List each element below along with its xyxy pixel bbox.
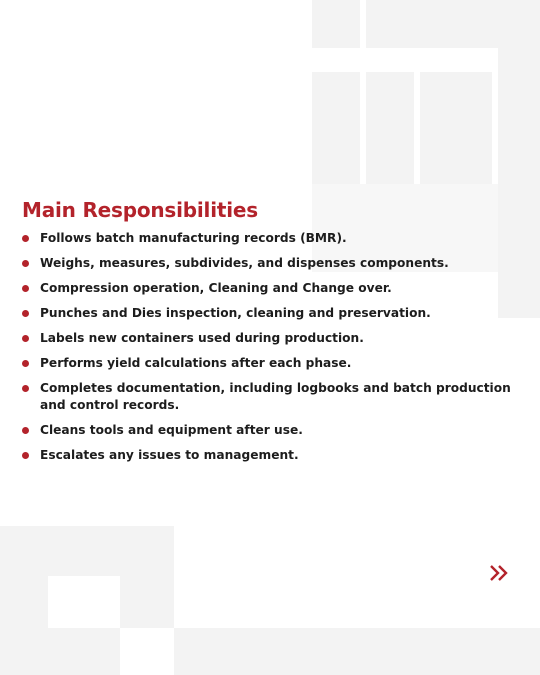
decor-block: [0, 576, 48, 675]
decor-block: [366, 0, 540, 48]
list-item-text: Performs yield calculations after each phase.: [40, 356, 352, 370]
bullet-icon: [22, 385, 29, 392]
responsibilities-section: [22, 198, 532, 472]
decor-block: [312, 72, 360, 184]
section-title: Main Responsibilities: [22, 198, 258, 222]
list-item-text: Follows batch manufacturing records (BMR).: [40, 231, 347, 245]
list-item: [22, 280, 532, 297]
bullet-icon: [22, 260, 29, 267]
bullet-icon: [22, 360, 29, 367]
list-item: [22, 330, 532, 347]
responsibilities-list: [22, 230, 532, 463]
list-item: [22, 380, 532, 413]
decor-block: [0, 526, 174, 576]
decor-block: [48, 628, 120, 675]
list-item: [22, 422, 532, 439]
list-item-text: Completes documentation, including logbooks and batch production and control records.: [40, 381, 511, 412]
bullet-icon: [22, 235, 29, 242]
decor-block: [366, 72, 414, 184]
list-item-text: Compression operation, Cleaning and Change over.: [40, 281, 392, 295]
list-item: [22, 305, 532, 322]
bullet-icon: [22, 452, 29, 459]
list-item-text: Escalates any issues to management.: [40, 447, 299, 462]
decor-block: [174, 628, 540, 675]
list-item: [22, 255, 532, 272]
bullet-icon: [22, 427, 29, 434]
list-item-text: Punches and Dies inspection, cleaning and preservation.: [40, 306, 431, 320]
bullet-icon: [22, 285, 29, 292]
list-item: [22, 355, 532, 372]
list-item: [22, 447, 532, 464]
double-chevron-right-icon[interactable]: [488, 563, 510, 583]
list-item-text: Cleans tools and equipment after use.: [40, 422, 303, 437]
decor-block: [312, 0, 360, 48]
bullet-icon: [22, 335, 29, 342]
bullet-icon: [22, 310, 29, 317]
list-item-text: Labels new containers used during production.: [40, 331, 364, 345]
list-item: [22, 230, 532, 247]
list-item-text: Weighs, measures, subdivides, and dispenses components.: [40, 256, 449, 270]
decor-block: [120, 576, 174, 628]
